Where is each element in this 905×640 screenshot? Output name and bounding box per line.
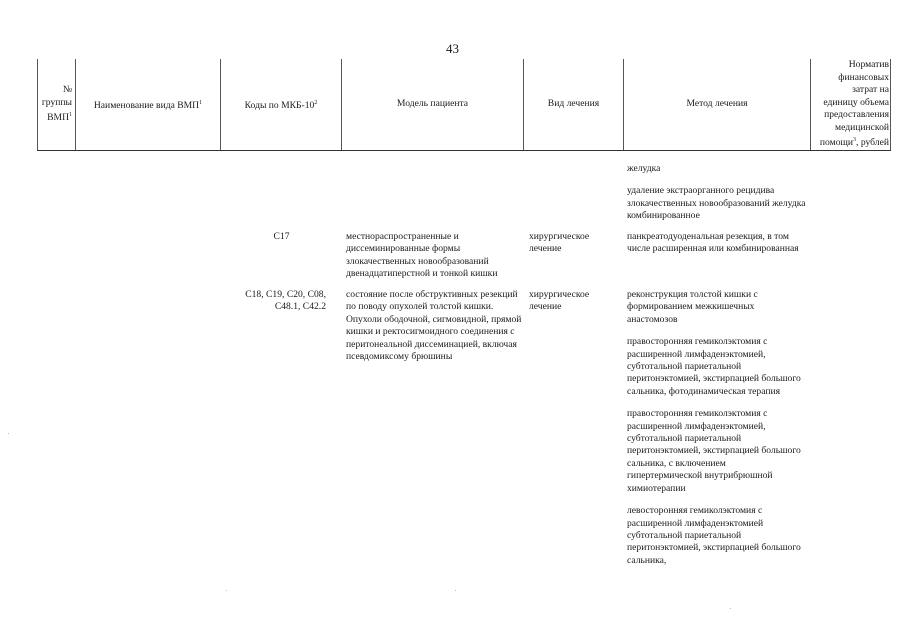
row-0-methods xyxy=(627,163,807,233)
row-1-code: C17 xyxy=(273,231,290,242)
method-item: желудка xyxy=(627,163,661,174)
scan-artifact xyxy=(455,590,456,591)
header-financial-norm: Норматив финансовых затрат на единицу объема предоставления медицинской помощи$^3$, рублей xyxy=(811,59,891,151)
header-treatment-type: Вид лечения xyxy=(524,59,624,151)
row-2-type: хирургическое лечение xyxy=(529,289,590,313)
row-2-model: состояние после обструктивных резекций по поводу опухолей толстой кишки. Опухоли ободочной, сигмовидной, прямой кишки и ректосигмоидного соединения с перитонеальной диссеминацией, включая псевдомиксому брюшины xyxy=(346,289,522,363)
row-1-type: хирургическое лечение xyxy=(529,231,590,255)
header-icd-codes: Коды по МКБ-$10^2$ xyxy=(221,59,342,151)
method-item: правосторонняя гемиколэктомия с расширенной лимфаденэктомией, субтотальной париетальной перитонэктомией, экстирпацией большого сальника, с включением гипертермической внутрибрюшной химиотерапии xyxy=(627,408,801,494)
scan-artifact xyxy=(226,590,227,591)
row-2-codes: C18, C19, C20, C08, C48.1, C42.2 xyxy=(245,289,326,313)
method-item: левосторонняя гемиколэктомия с расширенной лимфаденэктомией субтотальной париетальной перитонэктомией, экстирпацией большого сальника, xyxy=(627,505,801,566)
row-1-model: местнораспространенные и диссеминированные формы злокачественных новообразований двенадцатиперстной и тонкой кишки xyxy=(346,231,498,280)
header-group-number: № группы ВМП$^1$ xyxy=(38,59,76,151)
method-item: панкреатодуоденальная резекция, в том числе расширенная или комбинированная xyxy=(627,231,799,255)
header-patient-model: Модель пациента xyxy=(342,59,524,151)
row-1-methods xyxy=(627,231,807,266)
header-treatment-method: Метод лечения xyxy=(624,59,811,151)
scan-artifact xyxy=(730,608,731,609)
method-item: правосторонняя гемиколэктомия с расширенной лимфаденэктомией, субтотальной париетальной перитонэктомией, экстирпацией большого сальника, фотодинамическая терапия xyxy=(627,336,801,397)
row-2-methods xyxy=(627,289,802,577)
scan-artifact xyxy=(8,433,9,434)
method-item: реконструкция толстой кишки с формированием межкишечных анастомозов xyxy=(627,289,758,325)
method-item: удаление экстраорганного рецидива злокачественных новообразований желудка комбинированное xyxy=(627,185,806,222)
header-vmp-name: Наименование вида ВМП$^1$ xyxy=(76,59,221,151)
page-number: 43 xyxy=(446,41,459,56)
